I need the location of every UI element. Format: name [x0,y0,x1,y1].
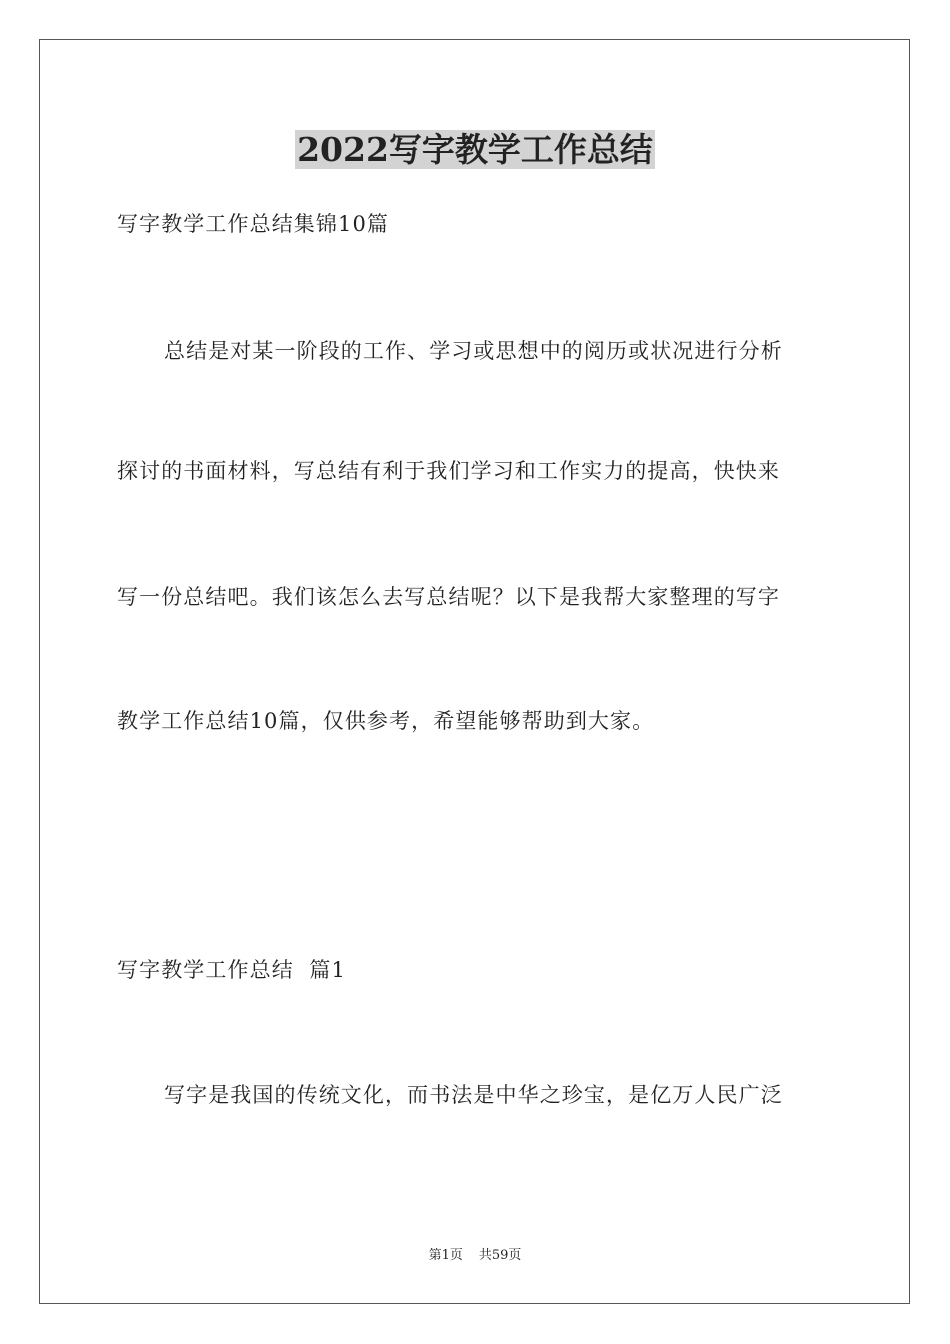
intro-line-3: 写一份总结吧。我们该怎么去写总结呢？以下是我帮大家整理的写字 [117,585,780,609]
intro-line-1: 总结是对某一阶段的工作、学习或思想中的阅历或状况进行分析 [164,339,783,363]
document-title [0,128,950,172]
intro-line-2: 探讨的书面材料，写总结有利于我们学习和工作实力的提高，快快来 [117,459,780,483]
page-number: 第1页 [428,1248,463,1263]
intro-line-4: 教学工作总结10篇，仅供参考，希望能够帮助到大家。 [117,709,655,733]
page-footer [0,1247,950,1265]
page-total: 共59页 [478,1248,522,1263]
document-title-text: 2022写字教学工作总结 [297,130,653,169]
document-subtitle: 写字教学工作总结集锦10篇 [117,212,390,236]
section-heading: 写字教学工作总结 篇1 [117,958,346,982]
section-line-1: 写字是我国的传统文化，而书法是中华之珍宝，是亿万人民广泛 [164,1083,783,1107]
